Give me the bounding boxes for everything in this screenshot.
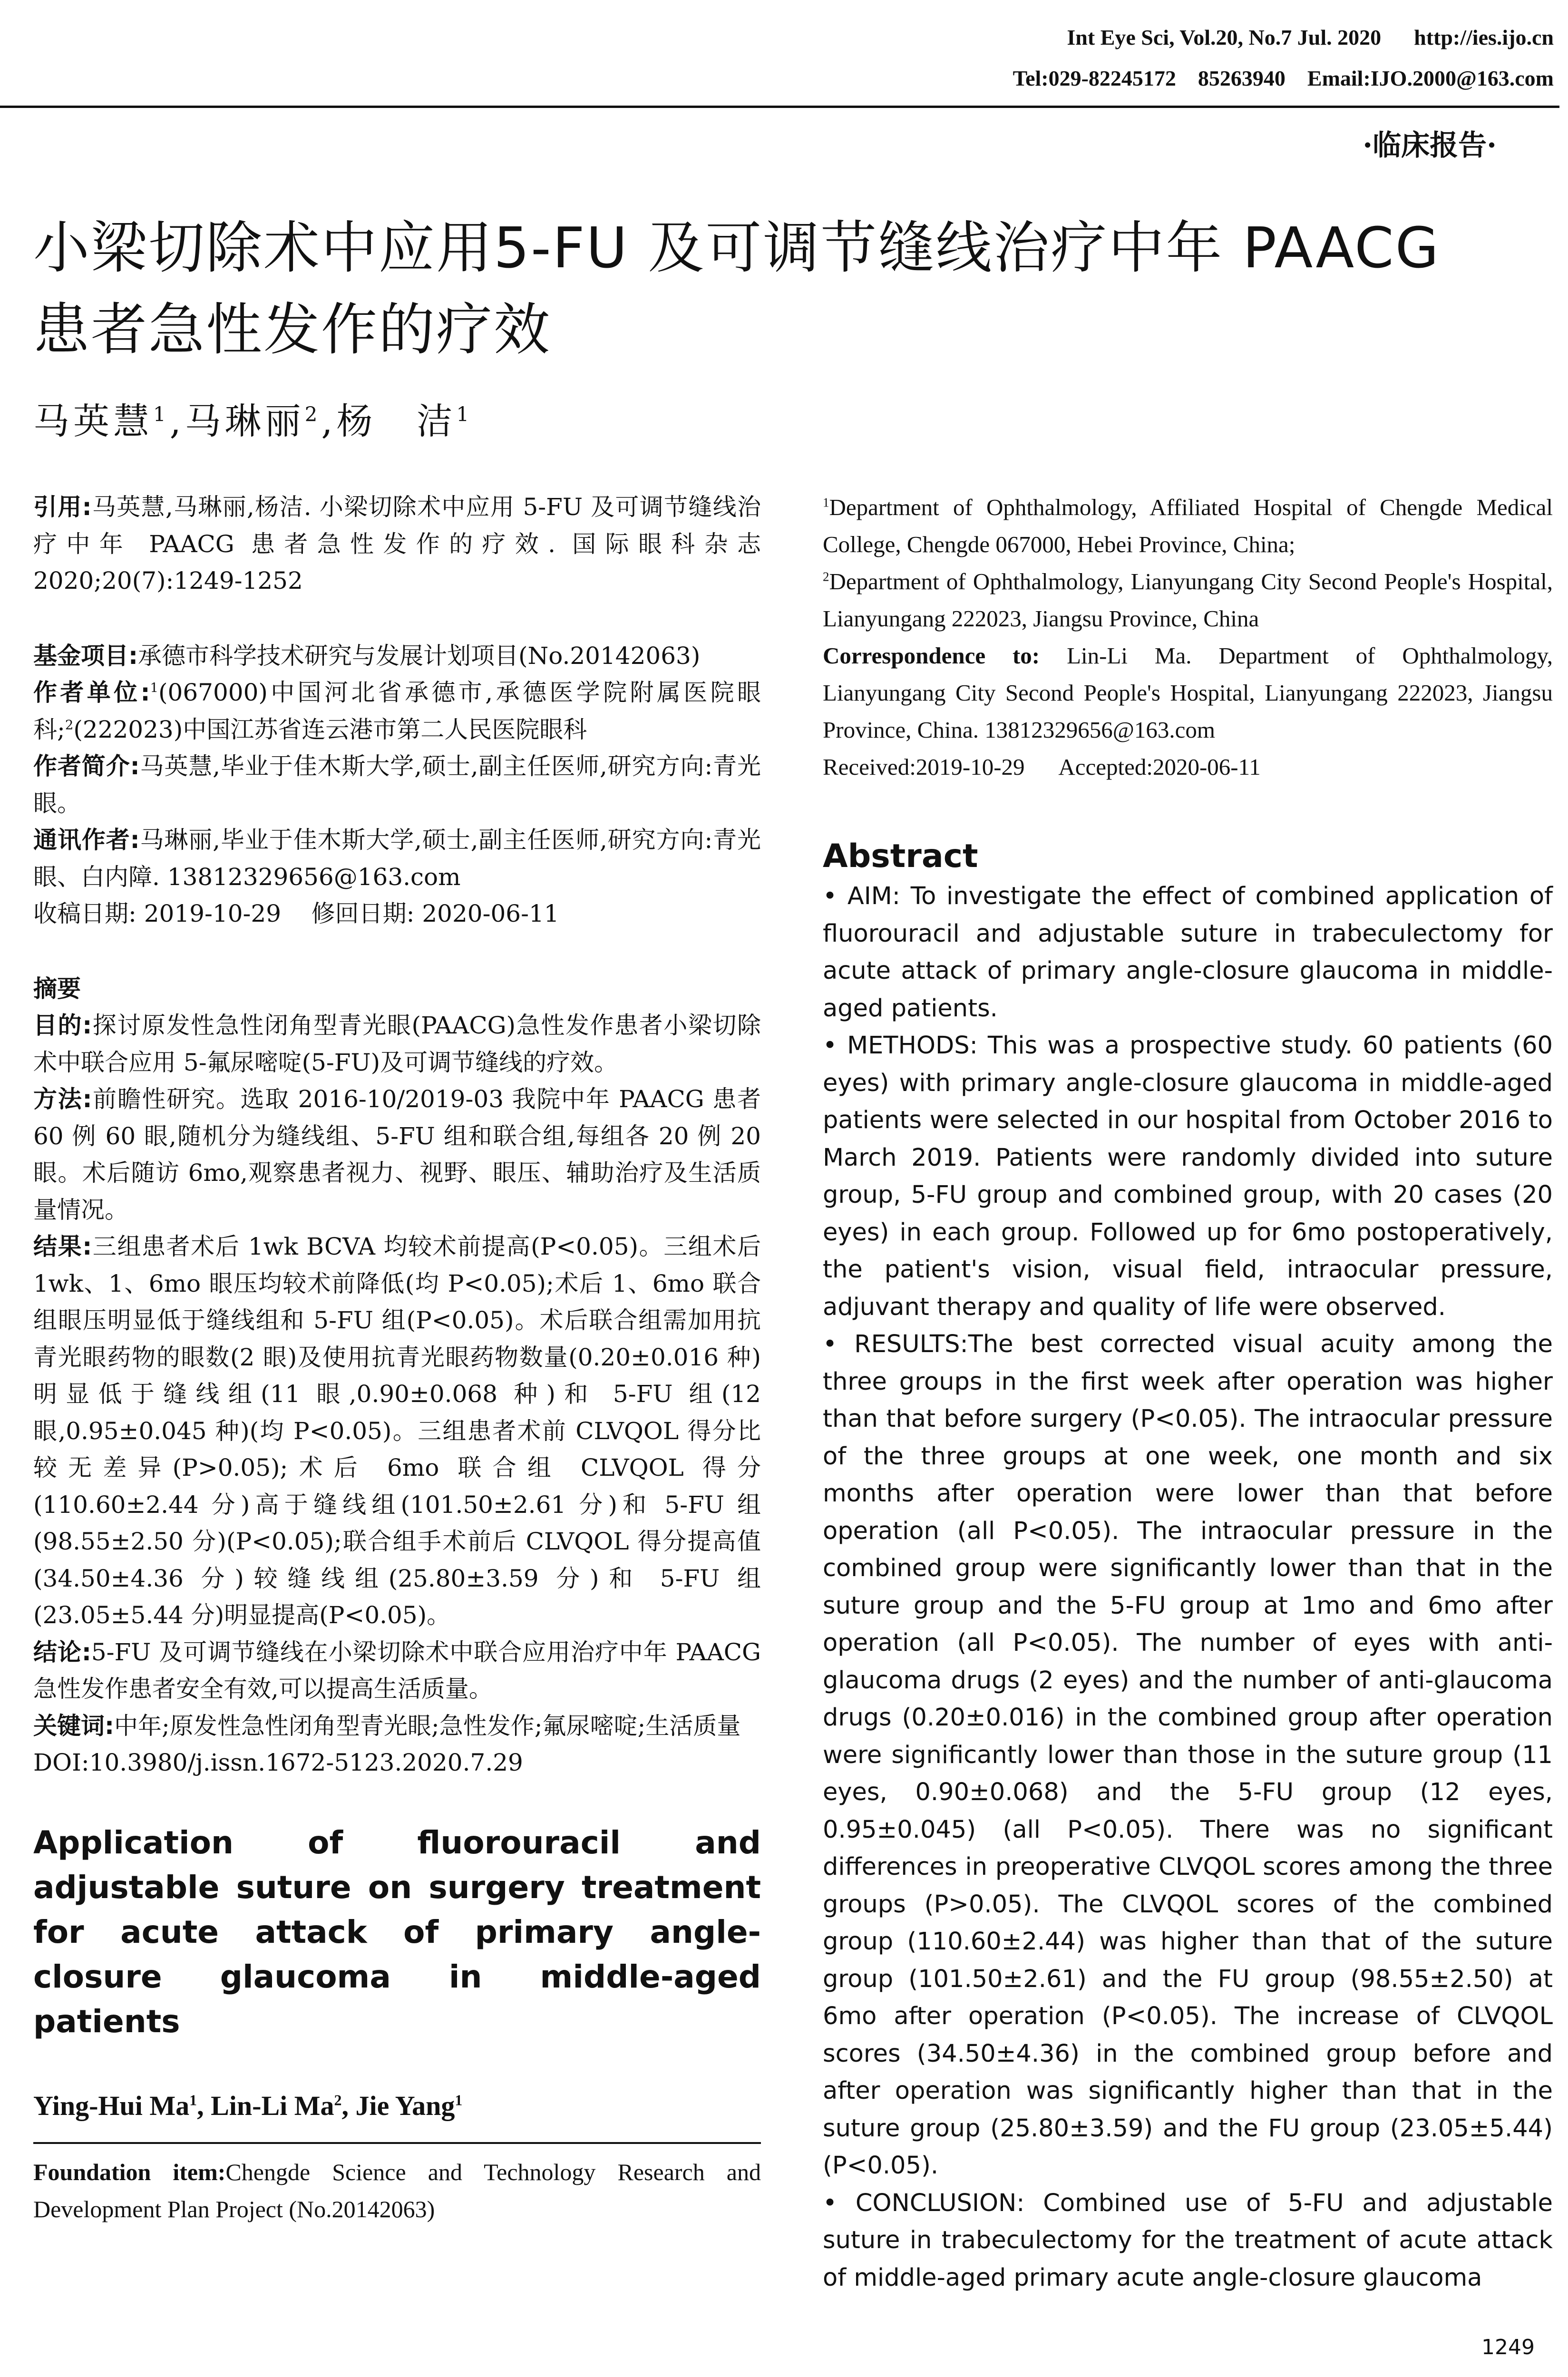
journal-info-line: Int Eye Sci, Vol.20, No.7 Jul. 2020 http://ies.ijo.cn: [1067, 25, 1554, 49]
fund-label: 基金项目:: [33, 642, 138, 670]
bio-label: 作者简介:: [33, 752, 140, 780]
author-affiliation-mark: 2: [304, 402, 321, 426]
abstract-cn: [33, 971, 761, 1782]
abstract-cn-purpose: 目的:探讨原发性急性闭角型青光眼(PAACG)急性发作患者小梁切除术中联合应用 5-氟尿嘧啶(5-FU)及可调节缝线的疗效。: [33, 1012, 761, 1076]
fund-item: [33, 638, 761, 675]
authors-en: Ying-Hui Ma$^1$, Lin-Li Ma$^2$, Jie Yang$^1$: [33, 2090, 463, 2121]
unit-text-2: (222023)中国江苏省连云港市第二人民医院眼科: [73, 715, 587, 743]
article-meta-cn: [33, 638, 761, 933]
author-bio: [33, 748, 761, 822]
abstract-cn-heading: 摘要: [33, 974, 81, 1003]
abstract-en-heading: Abstract: [823, 838, 978, 875]
left-column: [33, 489, 761, 2228]
journal-contact-line: Tel:029-82245172 85263940 Email:IJO.2000@163.com: [1013, 66, 1554, 90]
foundation-text: Chengde Science and Technology Research and Development Plan Project (No.20142063): [33, 2158, 761, 2222]
author-affiliation-mark: 2: [334, 2092, 342, 2109]
article-title-en: Application of fluorouracil and adjustable suture on surgery treatment for acute attack of primary angle-closure glaucoma in middle-aged patients: [33, 1824, 761, 2040]
author-affiliation-mark: 1: [189, 2092, 197, 2109]
authors-cn: 马英慧$^1$,马琳丽$^2$,杨 洁$^1$: [33, 400, 473, 442]
corresponding-author: [33, 822, 761, 896]
article-dates: 收稿日期: 2019-10-29 修回日期: 2020-06-11: [33, 900, 559, 927]
corr-text: 马琳丽,毕业于佳木斯大学,硕士,副主任医师,研究方向:青光眼、白内障. 13812329656@163.com: [33, 826, 761, 891]
citation-text: 马英慧,马琳丽,杨洁. 小梁切除术中应用 5-FU 及可调节缝线治疗中年 PAACG 患者急性发作的疗效. 国际眼科杂志 2020;20(7):1249-1252: [33, 493, 761, 594]
title-cn-line-2: 患者急性发作的疗效: [33, 297, 552, 362]
abstract-en-results: • RESULTS:The best corrected visual acuity among the three groups in the first week after operation was higher than that before surgery (P<0.05). The intraocular pressure of the three groups at one week, one month and six months after operation were lower than that before operation (all P<0.05). The intraocular pressure in the combined group were significantly lower than that in the suture group and the 5-FU group at 1mo and 6mo after operation (all P<0.05). The number of eyes with anti-glaucoma drugs (2 eyes) and the number of anti-glaucoma drugs (0.20±0.016) in the combined group after operation were significantly lower than those in the suture group (11 eyes, 0.90±0.068) and the 5-FU group (12 eyes, 0.95±0.045) (all P<0.05). There was no significant differences in preoperative CLVQOL scores among the three groups (P>0.05). The CLVQOL scores of the combined group (110.60±2.44) was higher than that of the suture group (101.50±2.61) and the FU group (98.55±2.50) at 6mo after operation (P<0.05). The increase of CLVQOL scores (34.50±4.36) in the combined group before and after operation was significantly higher than that in the suture group (25.80±3.59) and the FU group (23.05±5.44) (P<0.05).: [823, 1330, 1553, 2180]
right-column: [823, 489, 1553, 2297]
author-unit: 作者单位:$^1$(067000)中国河北省承德市,承德医学院附属医院眼科;$^2$(222023)中国江苏省连云港市第二人民医院眼科: [33, 679, 761, 743]
foundation-item-en: [33, 2153, 761, 2228]
fund-text: 承德市科学技术研究与发展计划项目(No.20142063): [138, 642, 701, 670]
affiliation-1: $^1$Department of Ophthalmology, Affiliated Hospital of Chengde Medical College, Chengde 067000, Hebei Province, China;: [823, 494, 1553, 557]
author-affiliation-mark: 1: [456, 402, 473, 426]
abstract-cn-method: 方法:前瞻性研究。选取 2016-10/2019-03 我院中年 PAACG 患者 60 例 60 眼,随机分为缝线组、5-FU 组和联合组,每组各 20 例 20 眼。术后随访 6mo,观察患者视力、视野、眼压、辅助治疗及生活质量情况。: [33, 1085, 761, 1224]
author-name: Jie Yang: [355, 2090, 455, 2121]
affiliation-2: $^2$Department of Ophthalmology, Lianyungang City Second People's Hospital, Lianyungang 222023, Jiangsu Province, China: [823, 568, 1553, 632]
doi: DOI:10.3980/j.issn.1672-5123.2020.7.29: [33, 1749, 523, 1776]
correspondence-en: Correspondence to: Lin-Li Ma. Department of Ophthalmology, Lianyungang City Second People's Hospital, Lianyungang 222023, Jiangsu Province, China. 13812329656@163.com: [823, 643, 1553, 743]
unit-text: (067000)中国河北省承德市,承德医学院附属医院眼科;: [33, 679, 761, 743]
foundation-label: Foundation item:: [33, 2158, 226, 2185]
title-cn-line-1: 小梁切除术中应用5-FU 及可调节缝线治疗中年 PAACG: [33, 215, 1441, 281]
abstract-cn-result: 结果:三组患者术后 1wk BCVA 均较术前提高(P<0.05)。三组术后 1wk、1、6mo 眼压均较术前降低(均 P<0.05);术后 1、6mo 联合组眼压明显低于缝线组和 5-FU 组(P<0.05)。术后联合组需加用抗青光眼药物的眼数(2 眼)及使用抗青光眼药物数量(0.20±0.016 种)明显低于缝线组(11 眼,0.90±0.068 种)和 5-FU 组(12 眼,0.95±0.045 种)(均 P<0.05)。三组患者术前 CLVQOL 得分比较无差异(P>0.05);术后 6mo 联合组 CLVQOL 得分(110.60±2.44 分)高于缝线组(101.50±2.61 分)和 5-FU 组(98.55±2.50 分)(P<0.05);联合组手术前后 CLVQOL 得分提高值(34.50±4.36 分)较缝线组(25.80±3.59 分)和 5-FU 组(23.05±5.44 分)明显提高(P<0.05)。: [33, 1233, 761, 1629]
received-accepted-dates: Received:2019-10-29 Accepted:2020-06-11: [823, 754, 1261, 780]
header-rule: [0, 106, 1559, 108]
author-affiliation-mark: 1: [455, 2092, 463, 2109]
citation-label: 引用:: [33, 493, 92, 521]
page-number: 1249: [1481, 2335, 1535, 2359]
corr-label: 通讯作者:: [33, 826, 140, 854]
bio-text: 马英慧,毕业于佳木斯大学,硕士,副主任医师,研究方向:青光眼。: [33, 752, 761, 817]
abstract-en-methods: • METHODS: This was a prospective study. 60 patients (60 eyes) with primary angle-closure glaucoma in middle-aged patients were selected in our hospital from October 2016 to March 2019. Patients were randomly divided into suture group, 5-FU group and combined group, with 20 cases (20 eyes) in each group. Followed up for 6mo postoperatively, the patient's vision, visual field, intraocular pressure, adjuvant therapy and quality of life were observed.: [823, 1032, 1553, 1321]
citation: [33, 489, 761, 600]
abstract-en-conclusion: • CONCLUSION: Combined use of 5-FU and adjustable suture in trabeculectomy for the treatment of acute attack of middle-aged primary acute angle-closure glaucoma: [823, 2189, 1553, 2292]
author-name: 杨 洁: [336, 400, 457, 442]
article-title-cn: [33, 207, 1555, 370]
journal-header: [0, 0, 1568, 114]
section-tag: ·临床报告·: [1363, 129, 1497, 162]
unit-label: 作者单位:: [33, 679, 150, 706]
affiliations-en: [823, 489, 1553, 786]
abstract-cn-conclusion: 结论:5-FU 及可调节缝线在小梁切除术中联合应用治疗中年 PAACG 急性发作患者安全有效,可以提高生活质量。: [33, 1638, 761, 1703]
author-name: Ying-Hui Ma: [33, 2090, 190, 2121]
author-name: Lin-Li Ma: [211, 2090, 334, 2121]
author-name: 马琳丽: [185, 400, 305, 442]
abstract-en: [823, 878, 1553, 2297]
footnote-rule: [33, 2142, 761, 2144]
author-name: 马英慧: [33, 400, 153, 442]
abstract-cn-keywords: 关键词:中年;原发性急性闭角型青光眼;急性发作;氟尿嘧啶;生活质量: [33, 1712, 741, 1740]
abstract-en-aim: • AIM: To investigate the effect of combined application of fluorouracil and adjustable suture in trabeculectomy for acute attack of primary angle-closure glaucoma in middle-aged patients.: [823, 882, 1553, 1023]
author-affiliation-mark: 1: [153, 402, 170, 426]
